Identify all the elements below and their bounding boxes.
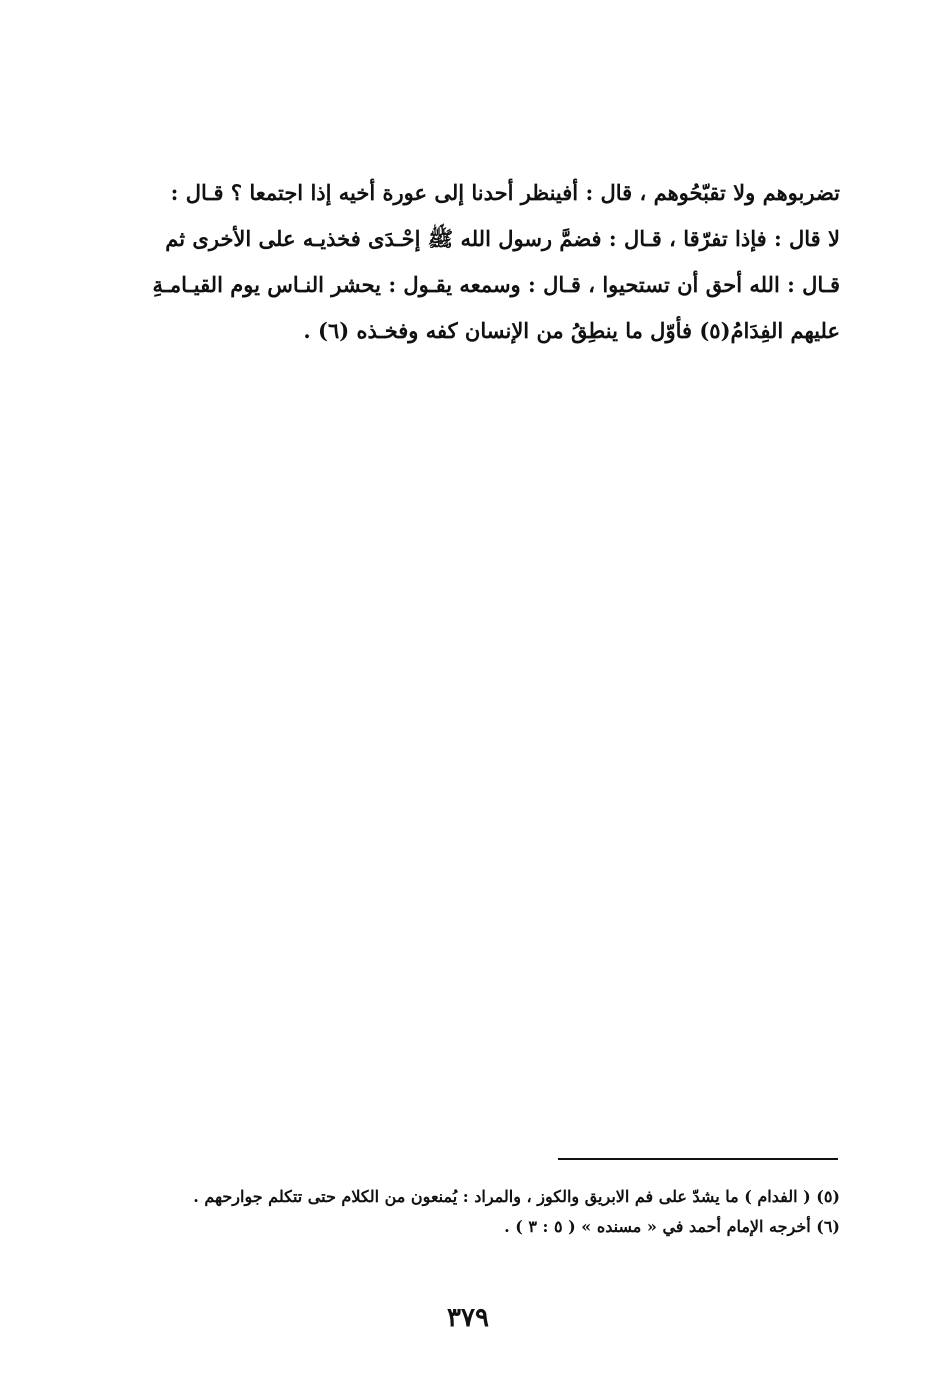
page-number: ٣٧٩ [447,1303,489,1333]
text-line: قـال : الله أحق أن تستحيوا ، قـال : وسمعه يقـول : يحشر النـاس يوم القيـامـةِ [152,272,840,297]
footnotes [120,1182,840,1242]
main-text [100,170,840,354]
footnote-5: (٥) ( الفدام ) ما يشدّ على فم الابريق والكوز ، والمراد : يُمنعون من الكلام حتى تتكلم جوارحهم . [193,1187,840,1206]
footnote-separator [558,1158,838,1160]
text-line: لا قال : فإذا تفرّقا ، قـال : فضمَّ رسول الله ﷺ إحْـدَى فخذيـه على الأخرى ثم [165,226,840,251]
footnote-6: (٦) أخرجه الإمام أحمد في « مسنده » ( ٥ : ٣ ) . [504,1217,840,1236]
text-line: عليهم الفِدَامُ(٥) فأوّل ما ينطِقُ من الإنسان كفه وفخـذه (٦) . [303,318,840,343]
text-line: تضربوهم ولا تقبّحُوهم ، قال : أفينظر أحدنا إلى عورة أخيه إذا اجتمعا ؟ قـال : [170,180,840,205]
